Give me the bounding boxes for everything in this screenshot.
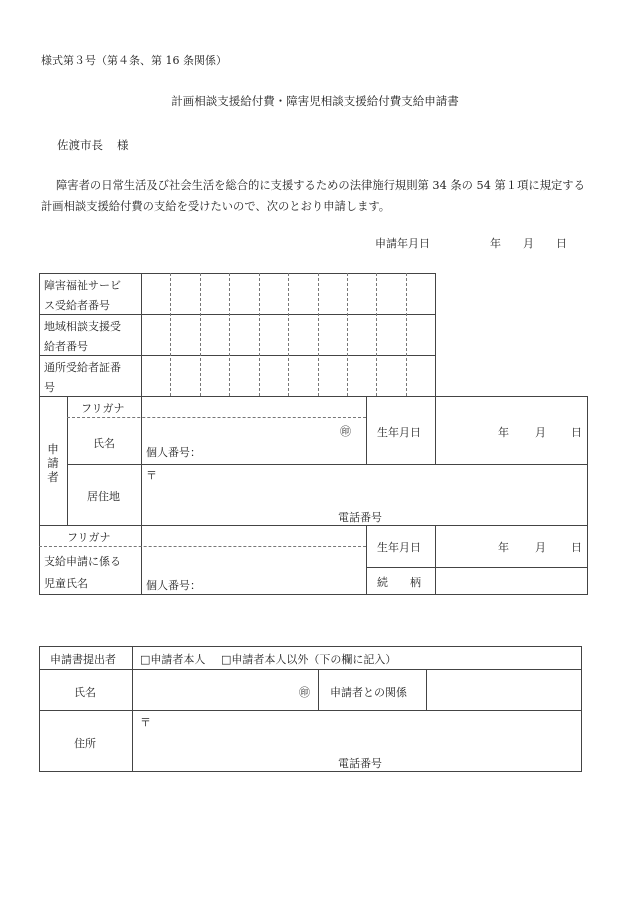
child-relationship-label: 続 柄 [377, 576, 421, 589]
child-birth-month: 月 [535, 541, 546, 554]
applicant-phone-label: 電話番号 [338, 511, 382, 524]
label-outpatient-cert-number-1: 通所受給者証番 [44, 361, 121, 374]
applicant-vertical-label: 申請者 [47, 442, 59, 484]
child-furigana-label: フリガナ [67, 531, 111, 544]
application-date-year: 年 [490, 237, 501, 250]
applicant-birth-year: 年 [498, 426, 509, 439]
applicant-name-label: 氏名 [93, 437, 115, 450]
addressee-honorific: 様 [117, 138, 129, 152]
applicant-postal-mark: 〒 [146, 469, 157, 482]
addressee-name: 佐渡市長 [57, 138, 103, 152]
application-statement: 障害者の日常生活及び社会生活を総合的に支援するための法律施行規則第 34 条の 54 第１項に規定する計画相談支援給付費の支給を受けたいので、次のとおり申請します。 [41, 179, 585, 213]
applicant-seal-mark: ㊞ [340, 425, 351, 438]
applicant-furigana-label: フリガナ [81, 402, 125, 415]
applicant-individual-number-label: 個人番号： [146, 446, 201, 459]
submitter-name-label: 氏名 [74, 686, 96, 699]
label-welfare-service-number-1: 障害福祉サービ [44, 279, 121, 292]
applicant-residence-label: 居住地 [87, 490, 120, 503]
label-welfare-service-number-2: ス受給者番号 [44, 299, 110, 312]
label-community-support-number-1: 地域相談支援受 [44, 320, 121, 333]
submitter-address-label: 住所 [74, 737, 96, 750]
applicant-birth-month: 月 [535, 426, 546, 439]
child-birth-date-label: 生年月日 [377, 541, 421, 554]
child-birth-day: 日 [571, 541, 582, 554]
applicant-birth-day: 日 [571, 426, 582, 439]
addressee [57, 137, 129, 153]
application-date [375, 235, 567, 251]
application-date-month: 月 [523, 237, 534, 250]
label-community-support-number-2: 給者番号 [44, 340, 88, 353]
label-outpatient-cert-number-2: 号 [44, 381, 55, 394]
applicant-birth-date-label: 生年月日 [377, 426, 421, 439]
child-name-label-2: 児童氏名 [44, 577, 88, 590]
submitter-seal-mark: ㊞ [299, 686, 310, 699]
child-name-label-1: 支給申請に係る [44, 555, 121, 568]
child-individual-number-label: 個人番号： [146, 579, 201, 592]
document-title: 計画相談支援給付費・障害児相談支援給付費支給申請書 [171, 94, 459, 108]
submitter-option-self[interactable]: □申請者本人 [140, 653, 206, 666]
application-date-label: 申請年月日 [375, 237, 430, 250]
submitter-label: 申請書提出者 [50, 653, 116, 666]
application-date-day: 日 [556, 237, 567, 250]
form-number: 様式第３号（第４条、第 16 条関係） [41, 54, 227, 67]
submitter-option-other[interactable]: □申請者本人以外（下の欄に記入） [221, 653, 397, 666]
submitter-relation-label: 申請者との関係 [330, 686, 407, 699]
submitter-postal-mark: 〒 [140, 716, 151, 729]
submitter-phone-label: 電話番号 [338, 757, 382, 770]
child-birth-year: 年 [498, 541, 509, 554]
